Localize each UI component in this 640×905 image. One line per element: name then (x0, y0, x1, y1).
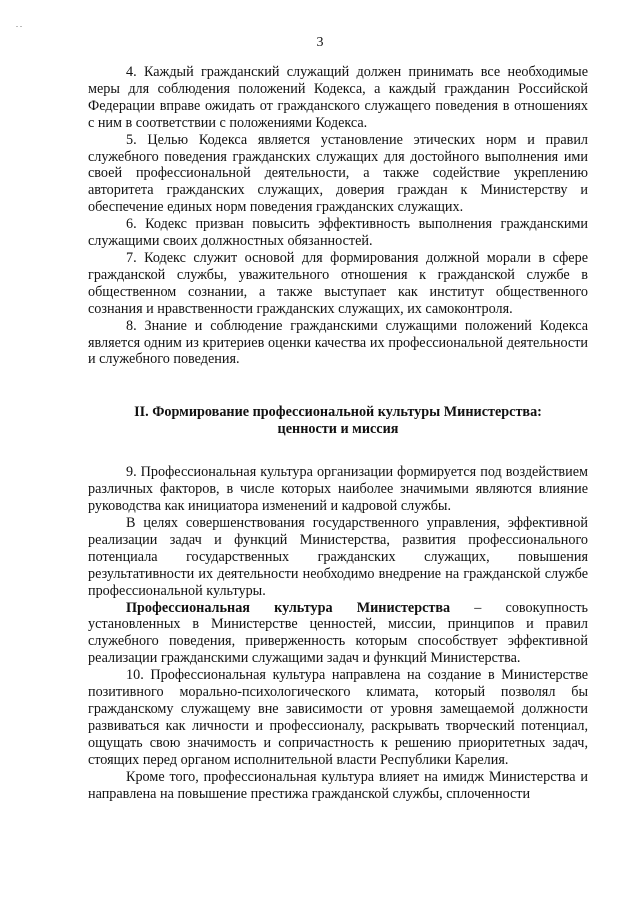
document-body (88, 64, 588, 802)
paragraph-5: 5. Целью Кодекса является установление этических норм и правил служебного поведения гражданских служащих для достойного выполнения ими своей профессиональной деятельности, а также содействие укреплению авторитета гражданских служащих, доверия граждан к Министерству и обеспечение единых норм поведения гражданских служащих. (88, 131, 588, 216)
paragraph-10-continued: Кроме того, профессиональная культура влияет на имидж Министерства и направлена на повышение престижа гражданской службы, сплоченности (88, 768, 588, 802)
section-heading-line-1: II. Формирование профессиональной культуры Министерства: (134, 404, 542, 421)
definition-text: – совокупность установленных в Министерстве ценностей, миссии, принципов и правил служебного поведения, приверженность которым способствует эффективной реализации гражданскими служащими задач и функций Министерства. (88, 599, 588, 667)
paragraph-7: 7. Кодекс служит основой для формирования должной морали в сфере гражданской службы, уважительного отношения к гражданской службе в общественном сознании, а также выступает как институт общественного сознания и нравственности гражданских служащих, их самоконтроля. (88, 249, 588, 317)
scan-corner-mark (16, 14, 24, 16)
definition-term: Профессиональная культура Министерства (126, 599, 451, 616)
paragraph-10: 10. Профессиональная культура направлена на создание в Министерстве позитивного морально-психологического климата, который позволял бы гражданскому служащему вне зависимости от уровня замещаемой должности развиваться как личности и профессионалу, раскрывать творческий потенциал, ощущать свою значимость и сопричастность к решению приоритетных задач, стоящих перед органом исполнительной власти Республики Карелия. (88, 667, 588, 768)
section-heading (88, 404, 588, 438)
page-number: 3 (316, 35, 324, 50)
paragraph-9-continued: В целях совершенствования государственного управления, эффективной реализации задач и функций Министерства, развития профессионального потенциала государственных гражданских служащих, повышения результативности их деятельности необходимо внедрение на гражданской службе профессиональной культуры. (88, 515, 588, 599)
section-heading-line-2: ценности и миссия (277, 421, 399, 438)
paragraph-8: 8. Знание и соблюдение гражданскими служащими положений Кодекса является одним из критериев оценки качества их профессиональной деятельности и служебного поведения. (88, 317, 588, 368)
paragraph-definition (88, 600, 588, 668)
paragraph-9: 9. Профессиональная культура организации формируется под воздействием различных факторов, в числе которых наиболее значимыми являются влияние руководства как инициатора изменений и кадровой службы. (88, 464, 588, 515)
paragraph-6: 6. Кодекс призван повысить эффективность выполнения гражданскими служащими своих должностных обязанностей. (88, 216, 588, 250)
paragraph-4: 4. Каждый гражданский служащий должен принимать все необходимые меры для соблюдения положений Кодекса, а каждый гражданин Российской Федерации вправе ожидать от гражданского служащего поведения в отношениях с ним в соответствии с положениями Кодекса. (88, 64, 588, 131)
